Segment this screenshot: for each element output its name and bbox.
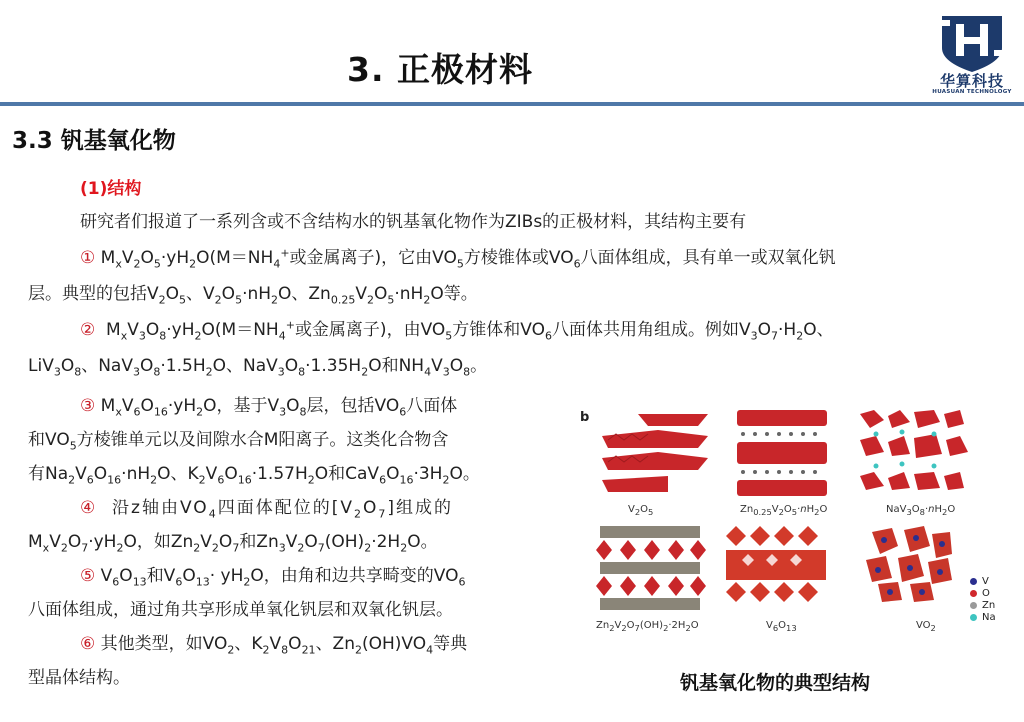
zn-atom-icon [970, 602, 977, 609]
legend-item-zn: Zn [970, 599, 996, 611]
zn2v2o7-structure-icon [590, 524, 710, 614]
panel-label: $VO_2$ [916, 620, 936, 633]
item-5-line-2: 八面体组成，通过角共享形成单氧化钒层和双氧化钒层。 [28, 600, 453, 620]
item-marker: ① [80, 248, 96, 268]
section-title: 3.3 钒基氧化物 [12, 128, 176, 154]
slide-title: 3. 正极材料 [347, 50, 533, 89]
item-1-line-2: 层。典型的包括$V_2O_5$、$V_2O_5\cdot nH_2O$、$Zn_{0.25}V_2O_5\cdot nH_2O$等。 [28, 284, 478, 307]
legend-item-na: Na [970, 611, 996, 623]
logo-name-cn: 华算科技 [939, 72, 1004, 90]
item-2-line-1: ② $M_xV_3O_8\cdot yH_2O(M=NH_4^+$或金属离子)，由$VO_5$方锥体和$VO_6$八面体共用角组成。例如$V_3O_7\cdot H_2O$、 [80, 318, 834, 343]
intro-paragraph: 研究者们报道了一系列含或不含结构水的钒基氧化物作为ZIBs的正极材料，其结构主要有 [80, 212, 747, 232]
panel-label: $V_2O_5$ [628, 504, 654, 517]
item-4-line-2: $M_xV_2O_7\cdot yH_2O$，如$Zn_2V_2O_7$和$Zn_3V_2O_7(OH)_2\cdot 2H_2O$。 [28, 532, 438, 555]
item-2-line-2: $LiV_3O_8$、$NaV_3O_8\cdot 1.5H_2O$、$NaV_3O_8\cdot 1.35H_2O$和$NH_4V_3O_8$。 [28, 356, 488, 379]
legend-item-v: V [970, 575, 996, 587]
item-marker: ③ [80, 396, 96, 416]
crystal-structure-figure [568, 400, 1020, 640]
panel-label: $Zn_2V_2O_7(OH)_2\cdot 2H_2O$ [596, 620, 699, 633]
item-marker: ④ [80, 498, 98, 518]
item-6-line-1: ⑥ 其他类型，如$VO_2$、$K_2V_8O_{21}$、$Zn_2(OH)VO_4$等典 [80, 634, 468, 657]
panel-label: $Zn_{0.25}V_2O_5\cdot nH_2O$ [740, 504, 828, 517]
zn-v2o5-structure-icon [733, 408, 853, 496]
figure-caption: 钒基氧化物的典型结构 [680, 672, 871, 694]
legend-item-o: O [970, 587, 996, 599]
v2o5-structure-icon [598, 408, 718, 496]
item-3-line-2: 和$VO_5$方棱锥单元以及间隙水合M阳离子。这类化合物含 [28, 430, 449, 453]
item-3-line-3: 有$Na_2V_6O_{16}\cdot nH_2O$、$K_2V_6O_{16}\cdot 1.57H_2O$和$CaV_6O_{16}\cdot 3H_2O$。 [28, 464, 480, 487]
item-marker: ⑥ [80, 634, 96, 654]
na-atom-icon [970, 614, 977, 621]
item-1-line-1: ① $M_xV_2O_5\cdot yH_2O(M=NH_4^+$或金属离子)，它由$VO_5$方棱锥体或$VO_6$八面体组成，具有单一或双氧化钒 [80, 246, 836, 271]
subsection-title: (1)结构 [80, 179, 142, 199]
item-4-line-1: ④ 沿z轴由$VO_4$四面体配位的$[V_2O_7]$组成的 [80, 498, 453, 521]
item-marker: ② [80, 320, 96, 340]
vo2-structure-icon [858, 524, 958, 604]
panel-label: $NaV_3O_8\cdot nH_2O$ [886, 504, 956, 517]
item-marker: ⑤ [80, 566, 96, 586]
o-atom-icon [970, 590, 977, 597]
panel-letter: b [580, 410, 590, 425]
item-3-line-1: ③ $M_xV_6O_{16}\cdot yH_2O$，基于$V_3O_8$层，包括$VO_6$八面体 [80, 396, 458, 419]
item-6-line-2: 型晶体结构。 [28, 668, 130, 688]
nav3o8-structure-icon [856, 408, 986, 496]
v6o13-structure-icon [726, 524, 846, 614]
logo-name-en: HUASUAN TECHNOLOGY [932, 89, 1012, 95]
title-divider [0, 102, 1024, 106]
panel-label: $V_6O_{13}$ [766, 620, 797, 633]
item-5-line-1: ⑤ $V_6O_{13}$和$V_6O_{13}\cdot yH_2O$，由角和边共享畸变的$VO_6$ [80, 566, 466, 589]
v-atom-icon [970, 578, 977, 585]
element-legend [970, 575, 996, 623]
